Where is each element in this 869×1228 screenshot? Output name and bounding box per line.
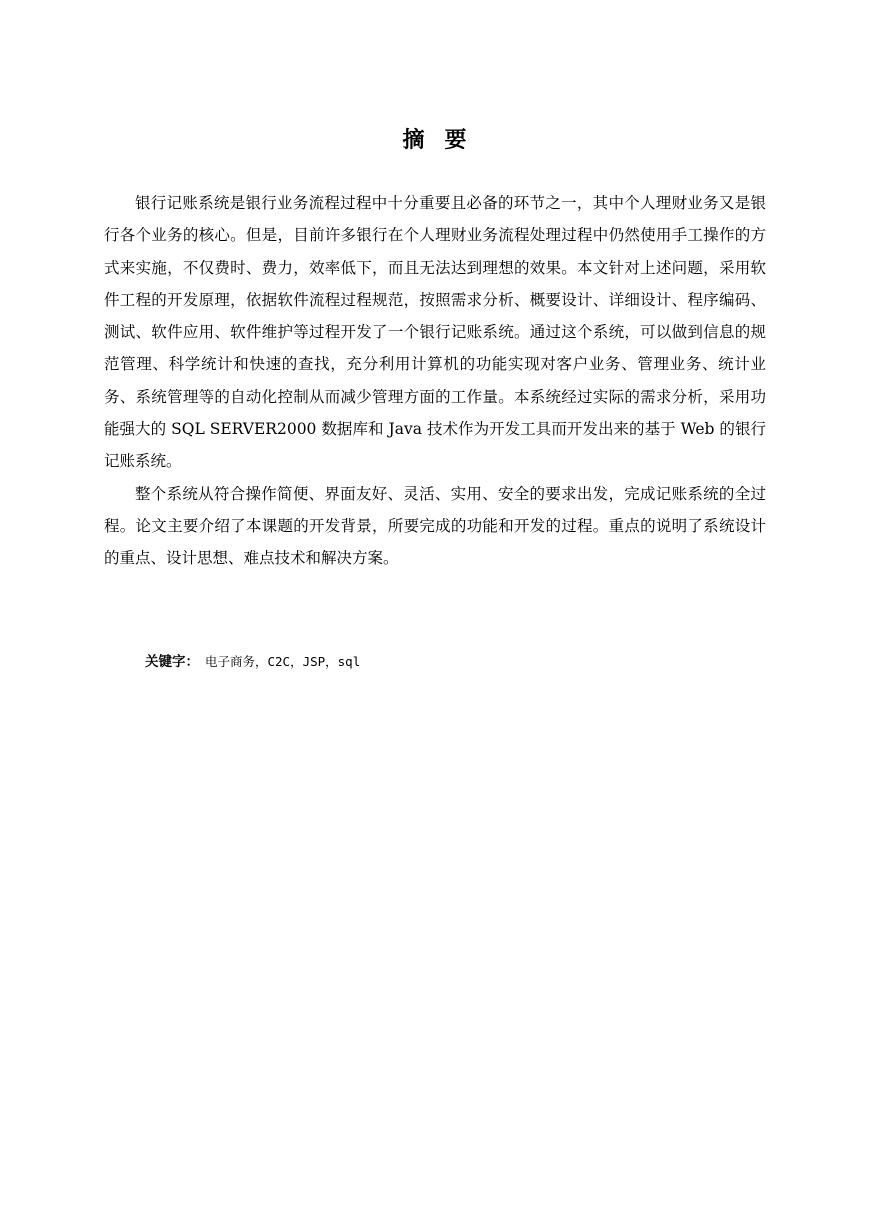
keywords-label: 关键字： <box>145 654 199 670</box>
keywords-values: 电子商务，C2C，JSP，sql <box>205 654 361 669</box>
abstract-title: 摘要 <box>402 127 487 153</box>
keywords-line <box>145 651 360 673</box>
abstract-body <box>104 187 766 575</box>
abstract-paragraph-2: 整个系统从符合操作简便、界面友好、灵活、实用、安全的要求出发，完成记账系统的全过程。论文主要介绍了本课题的开发背景，所要完成的功能和开发的过程。重点的说明了系统设计的重点、设计思想、难点技术和解决方案。 <box>104 484 766 568</box>
abstract-paragraph-1: 银行记账系统是银行业务流程过程中十分重要且必备的环节之一，其中个人理财业务又是银行各个业务的核心。但是，目前许多银行在个人理财业务流程处理过程中仍然使用手工操作的方式来实施，不仅费时、费力，效率低下，而且无法达到理想的效果。本文针对上述问题，采用软件工程的开发原理，依据软件流程过程规范，按照需求分析、概要设计、详细设计、程序编码、测试、软件应用、软件维护等过程开发了一个银行记账系统。通过这个系统，可以做到信息的规范管理、科学统计和快速的查找，充分利用计算机的功能实现对客户业务、管理业务、统计业务、系统管理等的自动化控制从而减少管理方面的工作量。本系统经过实际的需求分析，采用功能强大的 SQL SERVER2000 数据库和 Java 技术作为开发工具而开发出来的基于 Web 的银行记账系统。 <box>104 194 766 471</box>
